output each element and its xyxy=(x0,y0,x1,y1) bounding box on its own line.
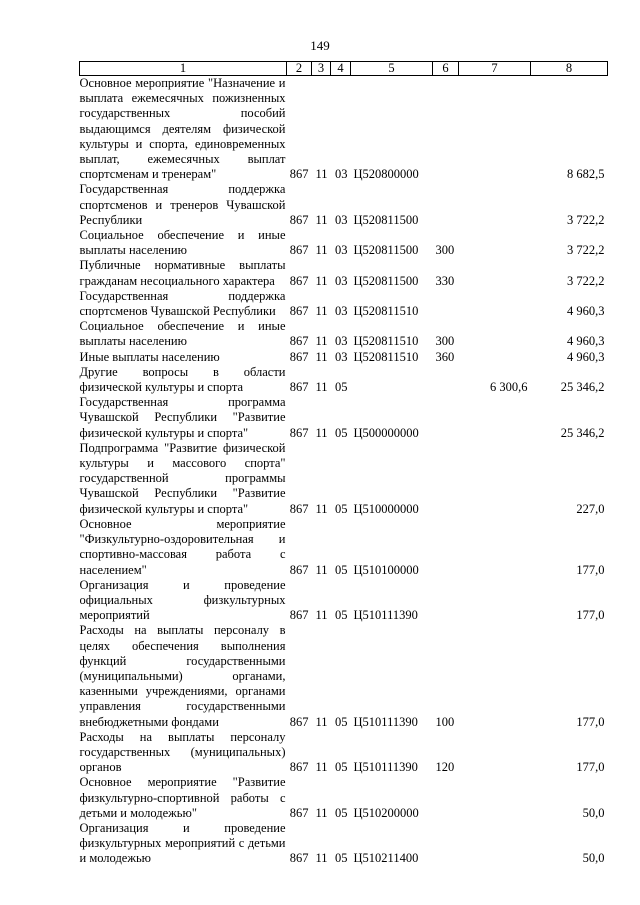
amount-col-7 xyxy=(459,517,531,578)
ministry-code: 867 xyxy=(289,425,309,440)
table-row xyxy=(80,730,608,776)
target-article-code xyxy=(351,365,433,395)
row-description: Расходы на выплаты персоналу в целях обеспечения выполнения функций государственными (муниципальными) органами, казенными учреждениями, органами управления государственными внебюджетными фондами xyxy=(79,623,286,729)
ministry-code: 867 xyxy=(289,380,309,395)
row-description: Социальное обеспечение и иные выплаты населению xyxy=(79,319,286,349)
expense-type-code: 360 xyxy=(435,349,455,364)
table-row xyxy=(80,182,608,228)
amount-col-7 xyxy=(459,350,531,365)
target-article-code: Ц520800000 xyxy=(353,167,419,182)
ministry-code: 867 xyxy=(289,212,309,227)
amount-col-8: 177,0 xyxy=(576,562,605,577)
amount-col-7 xyxy=(459,228,531,258)
section-code: 11 xyxy=(315,562,328,577)
amount-col-8: 227,0 xyxy=(576,501,605,516)
expense-type-code xyxy=(433,578,459,624)
amount-col-7 xyxy=(459,578,531,624)
section-code: 11 xyxy=(315,851,328,866)
table-row xyxy=(80,289,608,319)
amount-col-8: 3 722,2 xyxy=(567,273,605,288)
expense-type-code xyxy=(433,182,459,228)
target-article-code: Ц520811500 xyxy=(353,243,419,258)
row-description: Государственная программа Чувашской Республики "Развитие физической культуры и спорта" xyxy=(79,395,286,440)
column-header-4: 4 xyxy=(331,62,351,76)
expense-type-code: 100 xyxy=(435,714,455,729)
section-code: 11 xyxy=(315,334,328,349)
table-row xyxy=(80,258,608,288)
amount-col-7 xyxy=(459,775,531,821)
subsection-code: 05 xyxy=(335,380,348,395)
section-code: 11 xyxy=(315,380,328,395)
subsection-code: 03 xyxy=(335,304,348,319)
row-description: Организация и проведение физкультурных мероприятий с детьми и молодежью xyxy=(79,820,286,866)
amount-col-8: 3 722,2 xyxy=(567,212,605,227)
ministry-code: 867 xyxy=(289,714,309,729)
target-article-code: Ц520811500 xyxy=(353,273,419,288)
table-row xyxy=(80,821,608,867)
subsection-code: 03 xyxy=(335,334,348,349)
column-header-8: 8 xyxy=(531,62,608,76)
amount-col-7 xyxy=(459,319,531,349)
subsection-code: 05 xyxy=(335,760,348,775)
amount-col-7 xyxy=(459,395,531,441)
section-code: 11 xyxy=(315,167,328,182)
expense-type-code xyxy=(433,775,459,821)
expense-type-code: 300 xyxy=(435,243,455,258)
expense-type-code: 300 xyxy=(435,334,455,349)
ministry-code: 867 xyxy=(289,273,309,288)
table-row xyxy=(80,365,608,395)
expense-type-code xyxy=(433,517,459,578)
amount-col-7 xyxy=(459,76,531,183)
ministry-code: 867 xyxy=(289,501,309,516)
subsection-code: 05 xyxy=(335,562,348,577)
row-description: Государственная поддержка спортсменов Чувашской Республики xyxy=(79,288,286,319)
table-row xyxy=(80,517,608,578)
target-article-code: Ц510111390 xyxy=(353,760,418,775)
table-row xyxy=(80,623,608,729)
ministry-code: 867 xyxy=(289,243,309,258)
amount-col-7 xyxy=(459,730,531,776)
row-description: Иные выплаты населению xyxy=(79,349,220,364)
target-article-code: Ц520811510 xyxy=(353,304,419,319)
ministry-code: 867 xyxy=(289,851,309,866)
amount-col-8: 4 960,3 xyxy=(567,349,605,364)
subsection-code: 05 xyxy=(335,851,348,866)
row-description: Основное мероприятие "Назначение и выплата ежемесячных пожизненных государственных пособий выдающимся деятелям физической культуры и спорта, единовременных выплат, ежемесячных выплат спортсменам и тренерам" xyxy=(79,76,286,182)
subsection-code: 05 xyxy=(335,501,348,516)
ministry-code: 867 xyxy=(289,349,309,364)
target-article-code: Ц510100000 xyxy=(353,562,419,577)
ministry-code: 867 xyxy=(289,562,309,577)
subsection-code: 03 xyxy=(335,243,348,258)
amount-col-8: 50,0 xyxy=(582,851,605,866)
section-code: 11 xyxy=(315,349,328,364)
ministry-code: 867 xyxy=(289,334,309,349)
target-article-code: Ц520811510 xyxy=(353,334,419,349)
subsection-code: 05 xyxy=(335,425,348,440)
section-code: 11 xyxy=(315,425,328,440)
target-article-code: Ц510111390 xyxy=(353,714,418,729)
table-body xyxy=(80,76,608,867)
ministry-code: 867 xyxy=(289,304,309,319)
subsection-code: 03 xyxy=(335,349,348,364)
expense-type-code xyxy=(433,365,459,395)
ministry-code: 867 xyxy=(289,167,309,182)
section-code: 11 xyxy=(315,714,328,729)
section-code: 11 xyxy=(315,501,328,516)
amount-col-8: 177,0 xyxy=(576,608,605,623)
amount-col-8: 8 682,5 xyxy=(567,167,605,182)
target-article-code: Ц510000000 xyxy=(353,501,419,516)
row-description: Организация и проведение официальных физкультурных мероприятий xyxy=(79,577,286,623)
amount-col-8: 25 346,2 xyxy=(560,425,605,440)
section-code: 11 xyxy=(315,273,328,288)
subsection-code: 05 xyxy=(335,805,348,820)
section-code: 11 xyxy=(315,243,328,258)
expense-type-code xyxy=(433,76,459,183)
target-article-code: Ц500000000 xyxy=(353,425,419,440)
target-article-code: Ц510200000 xyxy=(353,805,419,820)
ministry-code: 867 xyxy=(289,608,309,623)
table-row xyxy=(80,319,608,349)
ministry-code: 867 xyxy=(289,805,309,820)
row-description: Основное мероприятие "Физкультурно-оздоровительная и спортивно-массовая работа с населением" xyxy=(79,516,286,577)
column-header-2: 2 xyxy=(287,62,312,76)
amount-col-8: 25 346,2 xyxy=(560,380,605,395)
subsection-code: 05 xyxy=(335,608,348,623)
page-number: 149 xyxy=(310,38,330,53)
expense-type-code xyxy=(433,395,459,441)
budget-table xyxy=(79,61,608,867)
subsection-code: 03 xyxy=(335,273,348,288)
section-code: 11 xyxy=(315,304,328,319)
amount-col-8: 4 960,3 xyxy=(567,304,605,319)
target-article-code: Ц510111390 xyxy=(353,608,418,623)
row-description: Подпрограмма "Развитие физической культуры и массового спорта" государственной программы Чувашской Республики "Развитие физической культуры и спорта" xyxy=(79,440,286,516)
expense-type-code: 330 xyxy=(435,273,455,288)
amount-col-7 xyxy=(459,182,531,228)
table-row xyxy=(80,228,608,258)
expense-type-code xyxy=(433,821,459,867)
table-row xyxy=(80,578,608,624)
row-description: Государственная поддержка спортсменов и тренеров Чувашской Республики xyxy=(79,182,286,227)
subsection-code: 03 xyxy=(335,212,348,227)
column-header-1: 1 xyxy=(80,62,287,76)
amount-col-8: 3 722,2 xyxy=(567,243,605,258)
section-code: 11 xyxy=(315,760,328,775)
amount-col-7 xyxy=(459,821,531,867)
amount-col-7 xyxy=(459,623,531,729)
section-code: 11 xyxy=(315,212,328,227)
row-description: Социальное обеспечение и иные выплаты населению xyxy=(79,228,286,258)
table-row xyxy=(80,441,608,517)
expense-type-code xyxy=(433,441,459,517)
row-description: Другие вопросы в области физической культуры и спорта xyxy=(79,364,286,395)
column-header-3: 3 xyxy=(312,62,331,76)
amount-col-7 xyxy=(459,441,531,517)
table-header xyxy=(80,62,608,76)
table-row xyxy=(80,76,608,183)
amount-col-8: 4 960,3 xyxy=(567,334,605,349)
section-code: 11 xyxy=(315,608,328,623)
section-code: 11 xyxy=(315,805,328,820)
target-article-code: Ц520811510 xyxy=(353,349,419,364)
target-article-code: Ц510211400 xyxy=(353,851,419,866)
row-description: Расходы на выплаты персоналу государственных (муниципальных) органов xyxy=(79,729,286,775)
expense-type-code: 120 xyxy=(435,760,455,775)
subsection-code: 03 xyxy=(335,167,348,182)
subsection-code: 05 xyxy=(335,714,348,729)
ministry-code: 867 xyxy=(289,760,309,775)
table-row xyxy=(80,395,608,441)
column-header-5: 5 xyxy=(351,62,433,76)
amount-col-8: 177,0 xyxy=(576,714,605,729)
table-row xyxy=(80,350,608,365)
row-description: Публичные нормативные выплаты гражданам несоциального характера xyxy=(79,258,286,288)
column-header-6: 6 xyxy=(433,62,459,76)
amount-col-8: 50,0 xyxy=(582,805,605,820)
expense-type-code xyxy=(433,289,459,319)
header-row xyxy=(80,62,608,76)
amount-col-8: 177,0 xyxy=(576,760,605,775)
column-header-7: 7 xyxy=(459,62,531,76)
target-article-code: Ц520811500 xyxy=(353,212,419,227)
table-row xyxy=(80,775,608,821)
amount-col-7: 6 300,6 xyxy=(490,380,528,395)
row-description: Основное мероприятие "Развитие физкультурно-спортивной работы с детьми и молодежью" xyxy=(79,775,286,820)
amount-col-7 xyxy=(459,289,531,319)
amount-col-7 xyxy=(459,258,531,288)
